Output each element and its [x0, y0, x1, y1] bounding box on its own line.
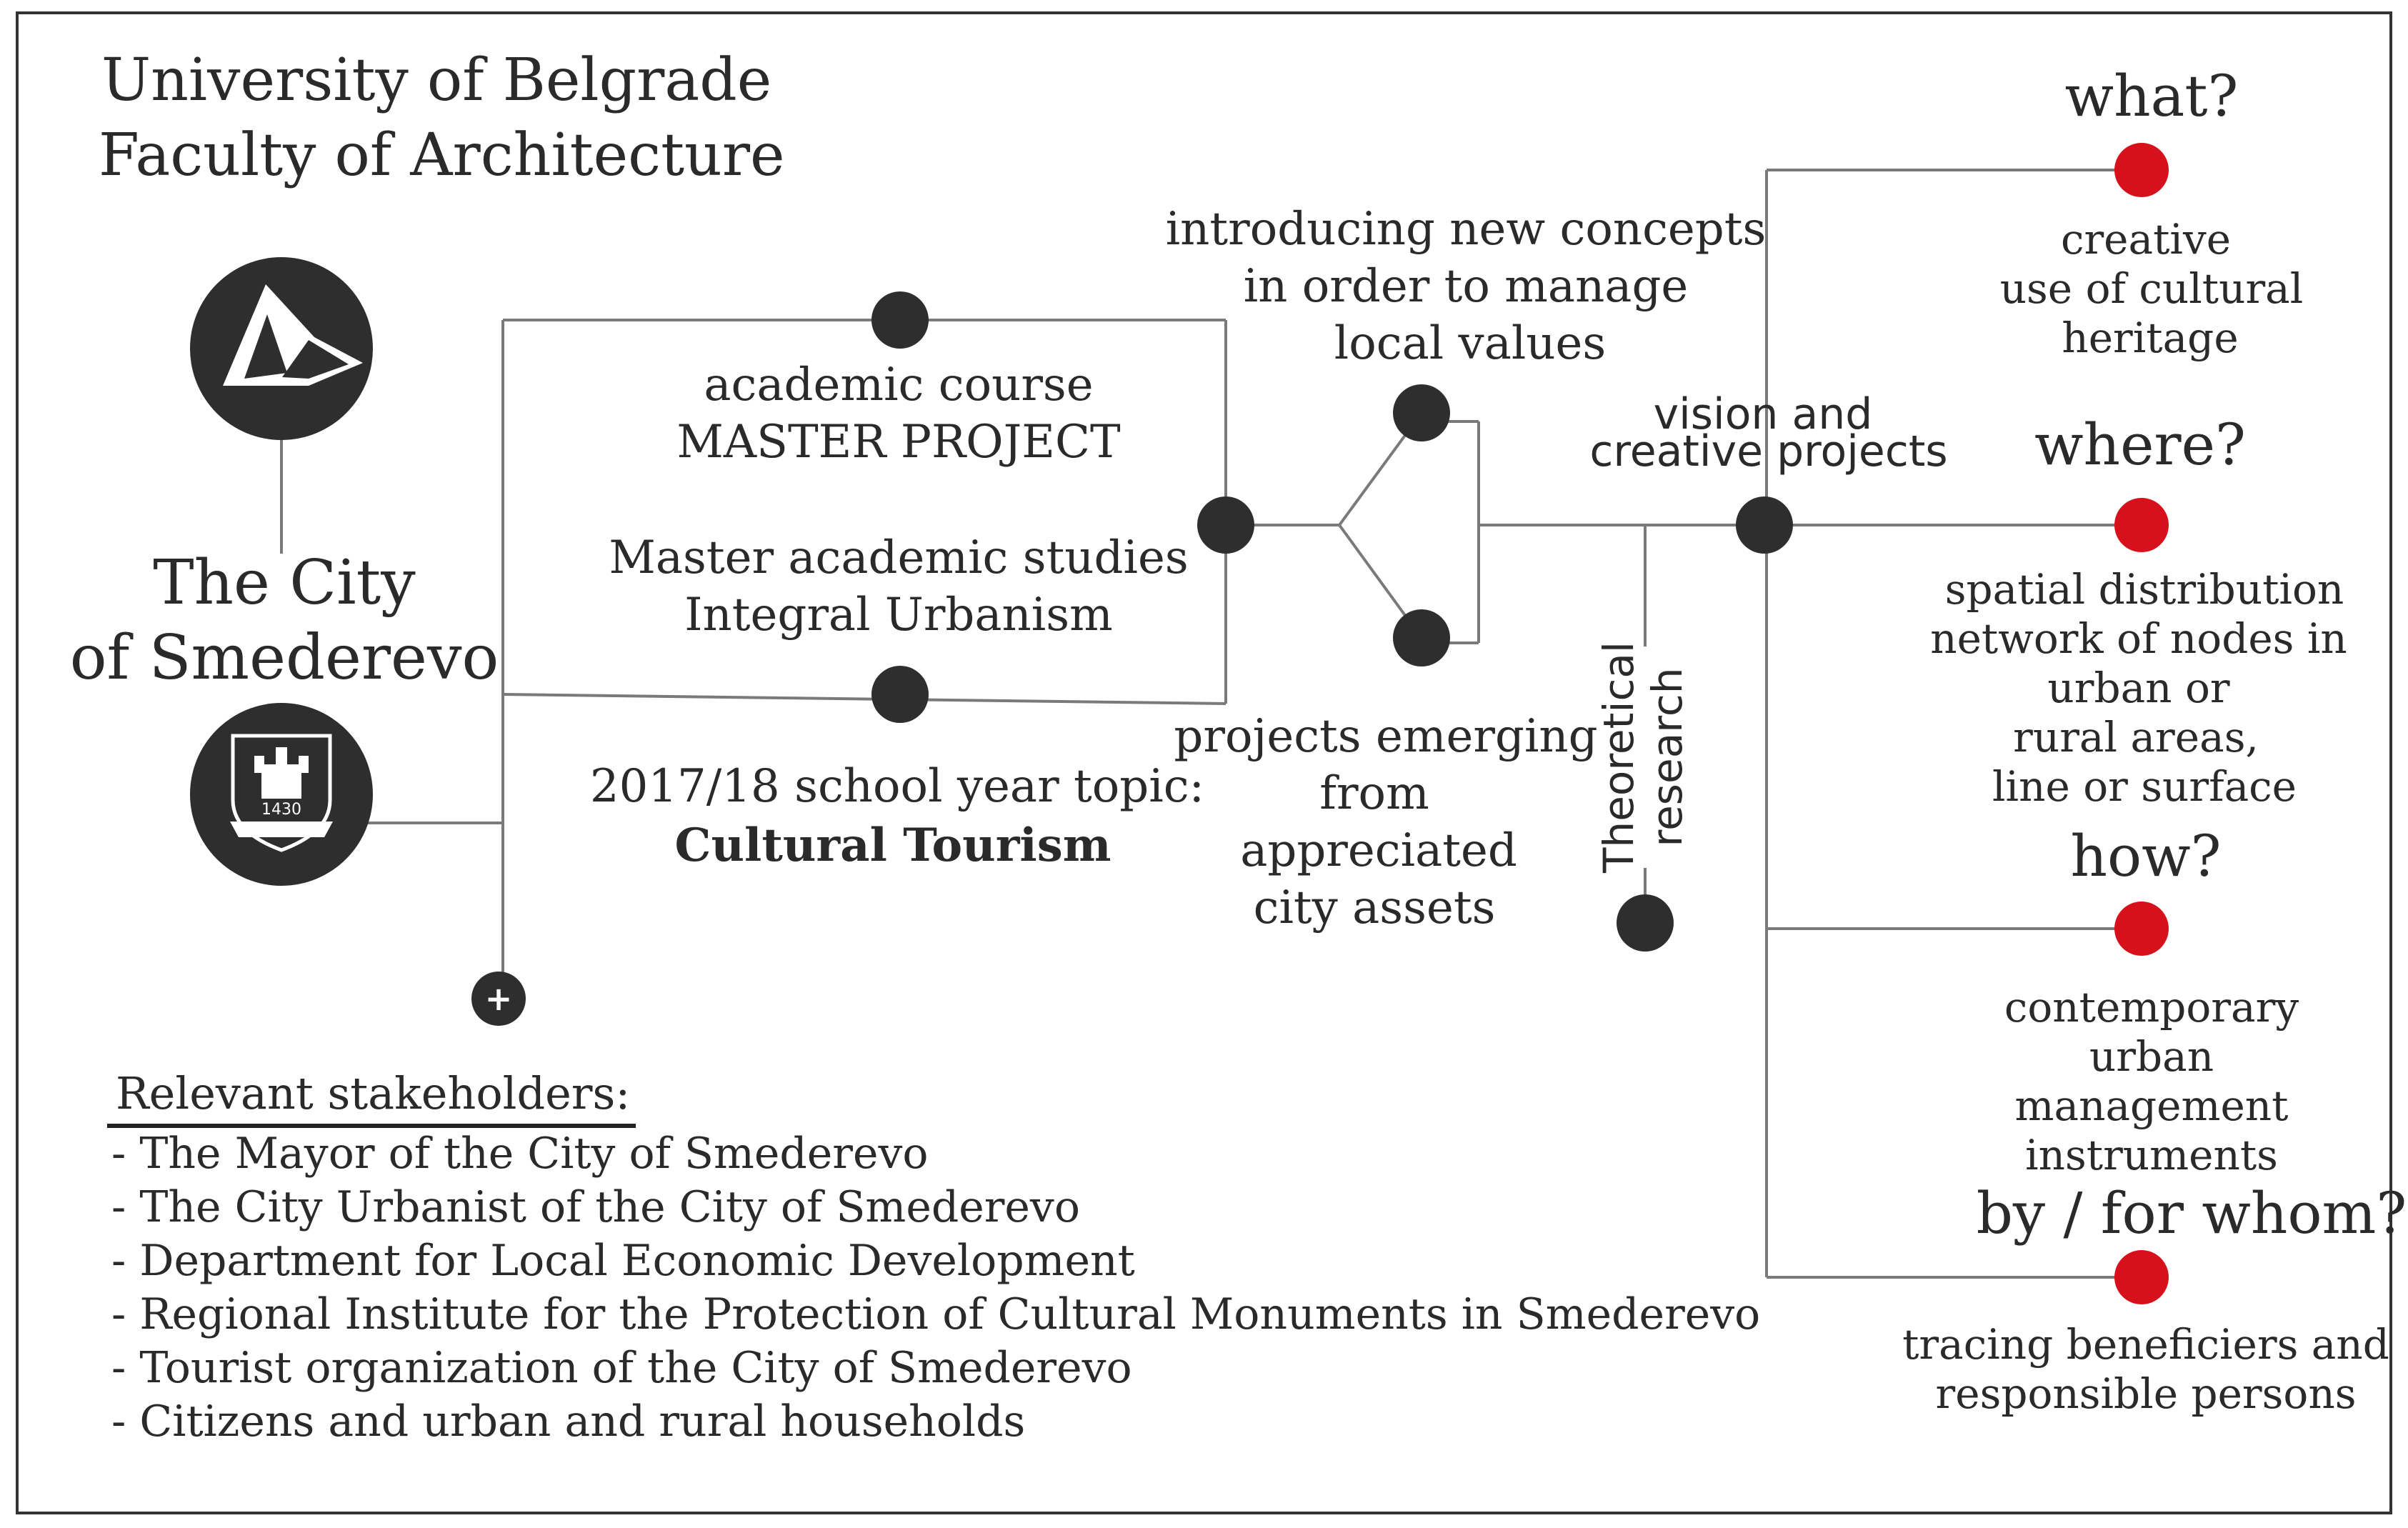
vision-line-2: creative projects: [1589, 426, 1948, 476]
crest-year: 1430: [261, 801, 301, 819]
stakeholder-item: - Regional Institute for the Protection of Cultural Monuments in Smederevo: [111, 1289, 1761, 1339]
concepts-line-1: introducing new concepts: [1165, 203, 1767, 256]
course-node-top: [871, 291, 929, 349]
emerging-line-2: from: [1319, 767, 1429, 820]
city-title-line-2: of Smederevo: [69, 622, 499, 694]
what-node: [2114, 143, 2169, 197]
where-desc-1: spatial distribution: [1944, 565, 2344, 614]
topic-label: 2017/18 school year topic:: [589, 760, 1205, 813]
how-desc-2: urban: [2089, 1032, 2214, 1081]
how-node: [2114, 902, 2169, 956]
theoretical-node: [1617, 894, 1674, 952]
where-desc-4: rural areas,: [2013, 713, 2259, 761]
emerging-line-4: city assets: [1253, 882, 1496, 934]
where-title: where?: [2034, 411, 2246, 478]
course-line-1: academic course: [704, 359, 1094, 411]
whom-desc-2: responsible persons: [1935, 1369, 2357, 1418]
what-desc-1: creative: [2060, 215, 2232, 264]
what-title: what?: [2064, 63, 2239, 129]
header-line-1: University of Belgrade: [101, 46, 772, 114]
vision-line-1: vision and: [1653, 389, 1873, 439]
course-output-node: [1197, 496, 1254, 554]
theoretical-line-2: research: [1643, 667, 1692, 847]
city-crest-emblem: [190, 703, 373, 886]
stakeholder-item: - The City Urbanist of the City of Smederevo: [111, 1182, 1080, 1232]
header-line-2: Faculty of Architecture: [99, 121, 785, 189]
stakeholder-item: - Tourist organization of the City of Smederevo: [111, 1343, 1132, 1393]
stakeholder-item: - The Mayor of the City of Smederevo: [111, 1129, 929, 1179]
studies-line-1: Master academic studies: [609, 531, 1189, 584]
concepts-line-2: in order to manage: [1243, 260, 1689, 313]
emerging-line-3: appreciated: [1240, 824, 1517, 877]
where-desc-2: network of nodes in: [1930, 614, 2347, 663]
whom-title: by / for whom?: [1976, 1180, 2407, 1247]
what-desc-2: use of cultural: [1999, 264, 2304, 313]
faculty-logo: [190, 257, 373, 440]
emerging-node: [1393, 609, 1450, 666]
how-desc-4: instruments: [2025, 1131, 2278, 1179]
whom-desc-1: tracing beneficiers and: [1902, 1320, 2389, 1369]
emerging-line-1: projects emerging: [1174, 710, 1598, 763]
stakeholder-item: - Department for Local Economic Development: [111, 1236, 1135, 1286]
theoretical-line-1: Theoretical: [1594, 641, 1643, 874]
where-desc-3: urban or: [2047, 664, 2230, 712]
how-desc-3: management: [2014, 1082, 2289, 1130]
concepts-line-3: local values: [1334, 317, 1607, 370]
what-desc-3: heritage: [2062, 314, 2239, 362]
how-title: how?: [2070, 823, 2222, 889]
where-node: [2114, 498, 2169, 552]
studies-line-2: Integral Urbanism: [684, 589, 1113, 641]
stakeholders-title: Relevant stakeholders:: [116, 1067, 631, 1119]
topic-value: Cultural Tourism: [674, 819, 1111, 872]
course-node-bottom: [871, 666, 929, 723]
how-desc-1: contemporary: [2004, 983, 2299, 1032]
whom-node: [2114, 1250, 2169, 1304]
theoretical-research-label: [1594, 641, 1692, 874]
vision-node: [1736, 496, 1793, 554]
stakeholder-item: - Citizens and urban and rural households: [111, 1397, 1026, 1447]
plus-sign: +: [484, 979, 513, 1018]
where-desc-5: line or surface: [1992, 762, 2297, 811]
city-title-line-1: The City: [153, 547, 416, 619]
course-line-2: MASTER PROJECT: [676, 416, 1121, 469]
add-stakeholder-node: [471, 972, 526, 1026]
concepts-node: [1393, 384, 1450, 441]
